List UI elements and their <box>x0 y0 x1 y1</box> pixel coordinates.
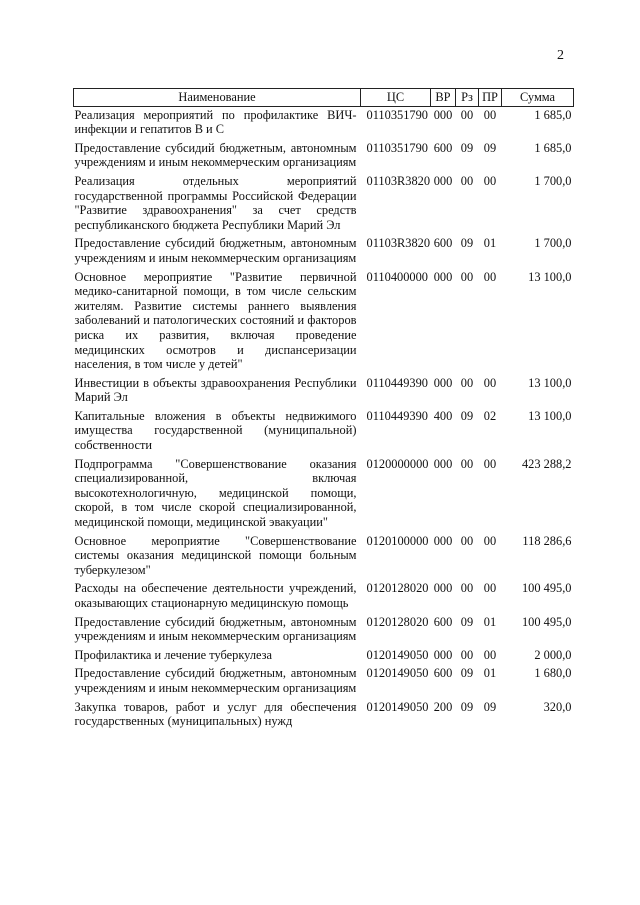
row-vr: 000 <box>433 375 453 390</box>
page-number: 2 <box>557 48 564 63</box>
row-name: Предоставление субсидий бюджетным, автономным учреждениям и иным некоммерческим организациям <box>74 140 357 170</box>
header-vr: ВР <box>431 89 456 107</box>
row-cs: 01103R3820 <box>366 173 431 188</box>
row-rz: 00 <box>460 647 474 662</box>
header-pr: ПР <box>479 89 502 107</box>
table-row <box>74 269 574 375</box>
row-pr: 00 <box>483 647 497 662</box>
row-cs: 0120149050 <box>366 666 429 681</box>
row-rz: 00 <box>460 107 474 122</box>
row-sum: 13 100,0 <box>528 375 572 390</box>
row-pr: 00 <box>483 456 497 471</box>
row-rz: 00 <box>460 173 474 188</box>
header-row <box>74 89 574 107</box>
row-name: Расходы на обеспечение деятельности учреждений, оказывающих стационарную медицинскую помощь <box>74 581 357 610</box>
table-row <box>74 580 574 613</box>
table-body <box>74 106 574 732</box>
row-vr: 600 <box>433 666 453 681</box>
row-vr: 000 <box>433 456 453 471</box>
row-name: Инвестиции в объекты здравоохранения Республики Марий Эл <box>74 375 357 405</box>
row-pr: 09 <box>483 699 497 714</box>
table-header <box>74 89 574 107</box>
row-pr: 01 <box>483 666 497 681</box>
row-vr: 200 <box>433 699 453 714</box>
row-pr: 00 <box>483 269 497 284</box>
row-rz: 09 <box>460 140 474 155</box>
row-vr: 000 <box>433 269 453 284</box>
table-row <box>74 533 574 581</box>
row-sum: 100 495,0 <box>521 614 572 629</box>
row-cs: 0120000000 <box>366 456 429 471</box>
row-sum: 1 700,0 <box>534 173 572 188</box>
row-vr: 000 <box>433 647 453 662</box>
row-rz: 09 <box>460 408 474 423</box>
row-sum: 320,0 <box>543 699 572 714</box>
row-rz: 00 <box>460 269 474 284</box>
row-cs: 0110351790 <box>366 107 428 122</box>
row-rz: 09 <box>460 699 474 714</box>
row-cs: 0110449390 <box>366 408 428 423</box>
row-sum: 423 288,2 <box>521 456 572 471</box>
header-rz: Рз <box>456 89 479 107</box>
row-vr: 600 <box>433 140 453 155</box>
table-row <box>74 665 574 698</box>
row-sum: 118 286,6 <box>522 533 572 548</box>
row-name: Реализация мероприятий по профилактике ВИЧ-инфекции и гепатитов В и С <box>74 107 357 137</box>
row-sum: 1 680,0 <box>534 666 572 681</box>
row-name: Закупка товаров, работ и услуг для обеспечения государственных (муниципальных) нужд <box>74 699 357 729</box>
table-row <box>74 235 574 268</box>
row-pr: 01 <box>483 236 497 251</box>
row-cs: 0120149050 <box>366 647 429 662</box>
row-vr: 400 <box>433 408 453 423</box>
row-sum: 13 100,0 <box>528 269 572 284</box>
row-cs: 0120128020 <box>366 581 429 596</box>
table-row <box>74 408 574 456</box>
row-pr: 00 <box>483 375 497 390</box>
row-sum: 13 100,0 <box>528 408 572 423</box>
table-row <box>74 375 574 408</box>
budget-table <box>73 88 574 732</box>
row-name: Основное мероприятие "Совершенствование системы оказания медицинской помощи больным туберкулезом" <box>74 533 357 577</box>
row-pr: 09 <box>483 140 497 155</box>
table-row <box>74 173 574 235</box>
row-rz: 09 <box>460 614 474 629</box>
table-row <box>74 647 574 666</box>
row-name: Подпрограмма "Совершенствование оказания специализированной, включая высокотехнологичную, медицинской помощи, скорой, в том числе скорой специализированной, медицинской помощи, медицинской эвакуации" <box>74 456 357 530</box>
row-rz: 00 <box>460 581 474 596</box>
row-pr: 00 <box>483 173 497 188</box>
row-cs: 0120100000 <box>366 533 429 548</box>
header-sum: Сумма <box>502 89 574 107</box>
row-rz: 00 <box>460 375 474 390</box>
row-pr: 01 <box>483 614 497 629</box>
header-name: Наименование <box>74 89 361 107</box>
row-pr: 00 <box>483 107 497 122</box>
table-row <box>74 699 574 732</box>
table-row <box>74 140 574 173</box>
row-cs: 0110351790 <box>366 140 428 155</box>
row-rz: 09 <box>460 666 474 681</box>
row-rz: 09 <box>460 236 474 251</box>
row-pr: 00 <box>483 581 497 596</box>
row-vr: 600 <box>433 614 453 629</box>
row-vr: 600 <box>433 236 453 251</box>
row-vr: 000 <box>433 581 453 596</box>
table-row <box>74 456 574 533</box>
row-name: Предоставление субсидий бюджетным, автономным учреждениям и иным некоммерческим организациям <box>74 614 357 644</box>
row-name: Капитальные вложения в объекты недвижимого имущества государственной (муниципальной) собственности <box>74 408 357 453</box>
row-vr: 000 <box>433 533 453 548</box>
row-pr: 02 <box>483 408 497 423</box>
row-name: Предоставление субсидий бюджетным, автономным учреждениям и иным некоммерческим организациям <box>74 666 357 695</box>
row-sum: 2 000,0 <box>534 647 572 662</box>
row-rz: 00 <box>460 456 474 471</box>
row-vr: 000 <box>433 173 453 188</box>
row-cs: 01103R3820 <box>366 236 431 251</box>
row-vr: 000 <box>433 107 453 122</box>
header-cs: ЦС <box>361 89 431 107</box>
table-row <box>74 614 574 647</box>
row-cs: 0110400000 <box>366 269 428 284</box>
row-pr: 00 <box>483 533 497 548</box>
row-name: Профилактика и лечение туберкулеза <box>74 647 273 662</box>
row-cs: 0110449390 <box>366 375 428 390</box>
row-name: Предоставление субсидий бюджетным, автономным учреждениям и иным некоммерческим организациям <box>74 236 357 265</box>
row-name: Реализация отдельных мероприятий государственной программы Российской Федерации "Развитие здравоохранения" за счет средств республиканского бюджета Республики Марий Эл <box>74 173 357 232</box>
table-row <box>74 106 574 140</box>
row-sum: 1 685,0 <box>534 107 572 122</box>
row-sum: 100 495,0 <box>521 581 572 596</box>
row-name: Основное мероприятие "Развитие первичной медико-санитарной помощи, в том числе сельским жителям. Развитие системы раннего выявления заболеваний и патологических состояний и факторов риска их развития, включая проведение медицинских осмотров и диспансеризации населения, в том числе у детей" <box>74 269 357 372</box>
row-sum: 1 685,0 <box>534 140 572 155</box>
row-sum: 1 700,0 <box>534 236 572 251</box>
row-cs: 0120149050 <box>366 699 429 714</box>
row-cs: 0120128020 <box>366 614 429 629</box>
row-rz: 00 <box>460 533 474 548</box>
